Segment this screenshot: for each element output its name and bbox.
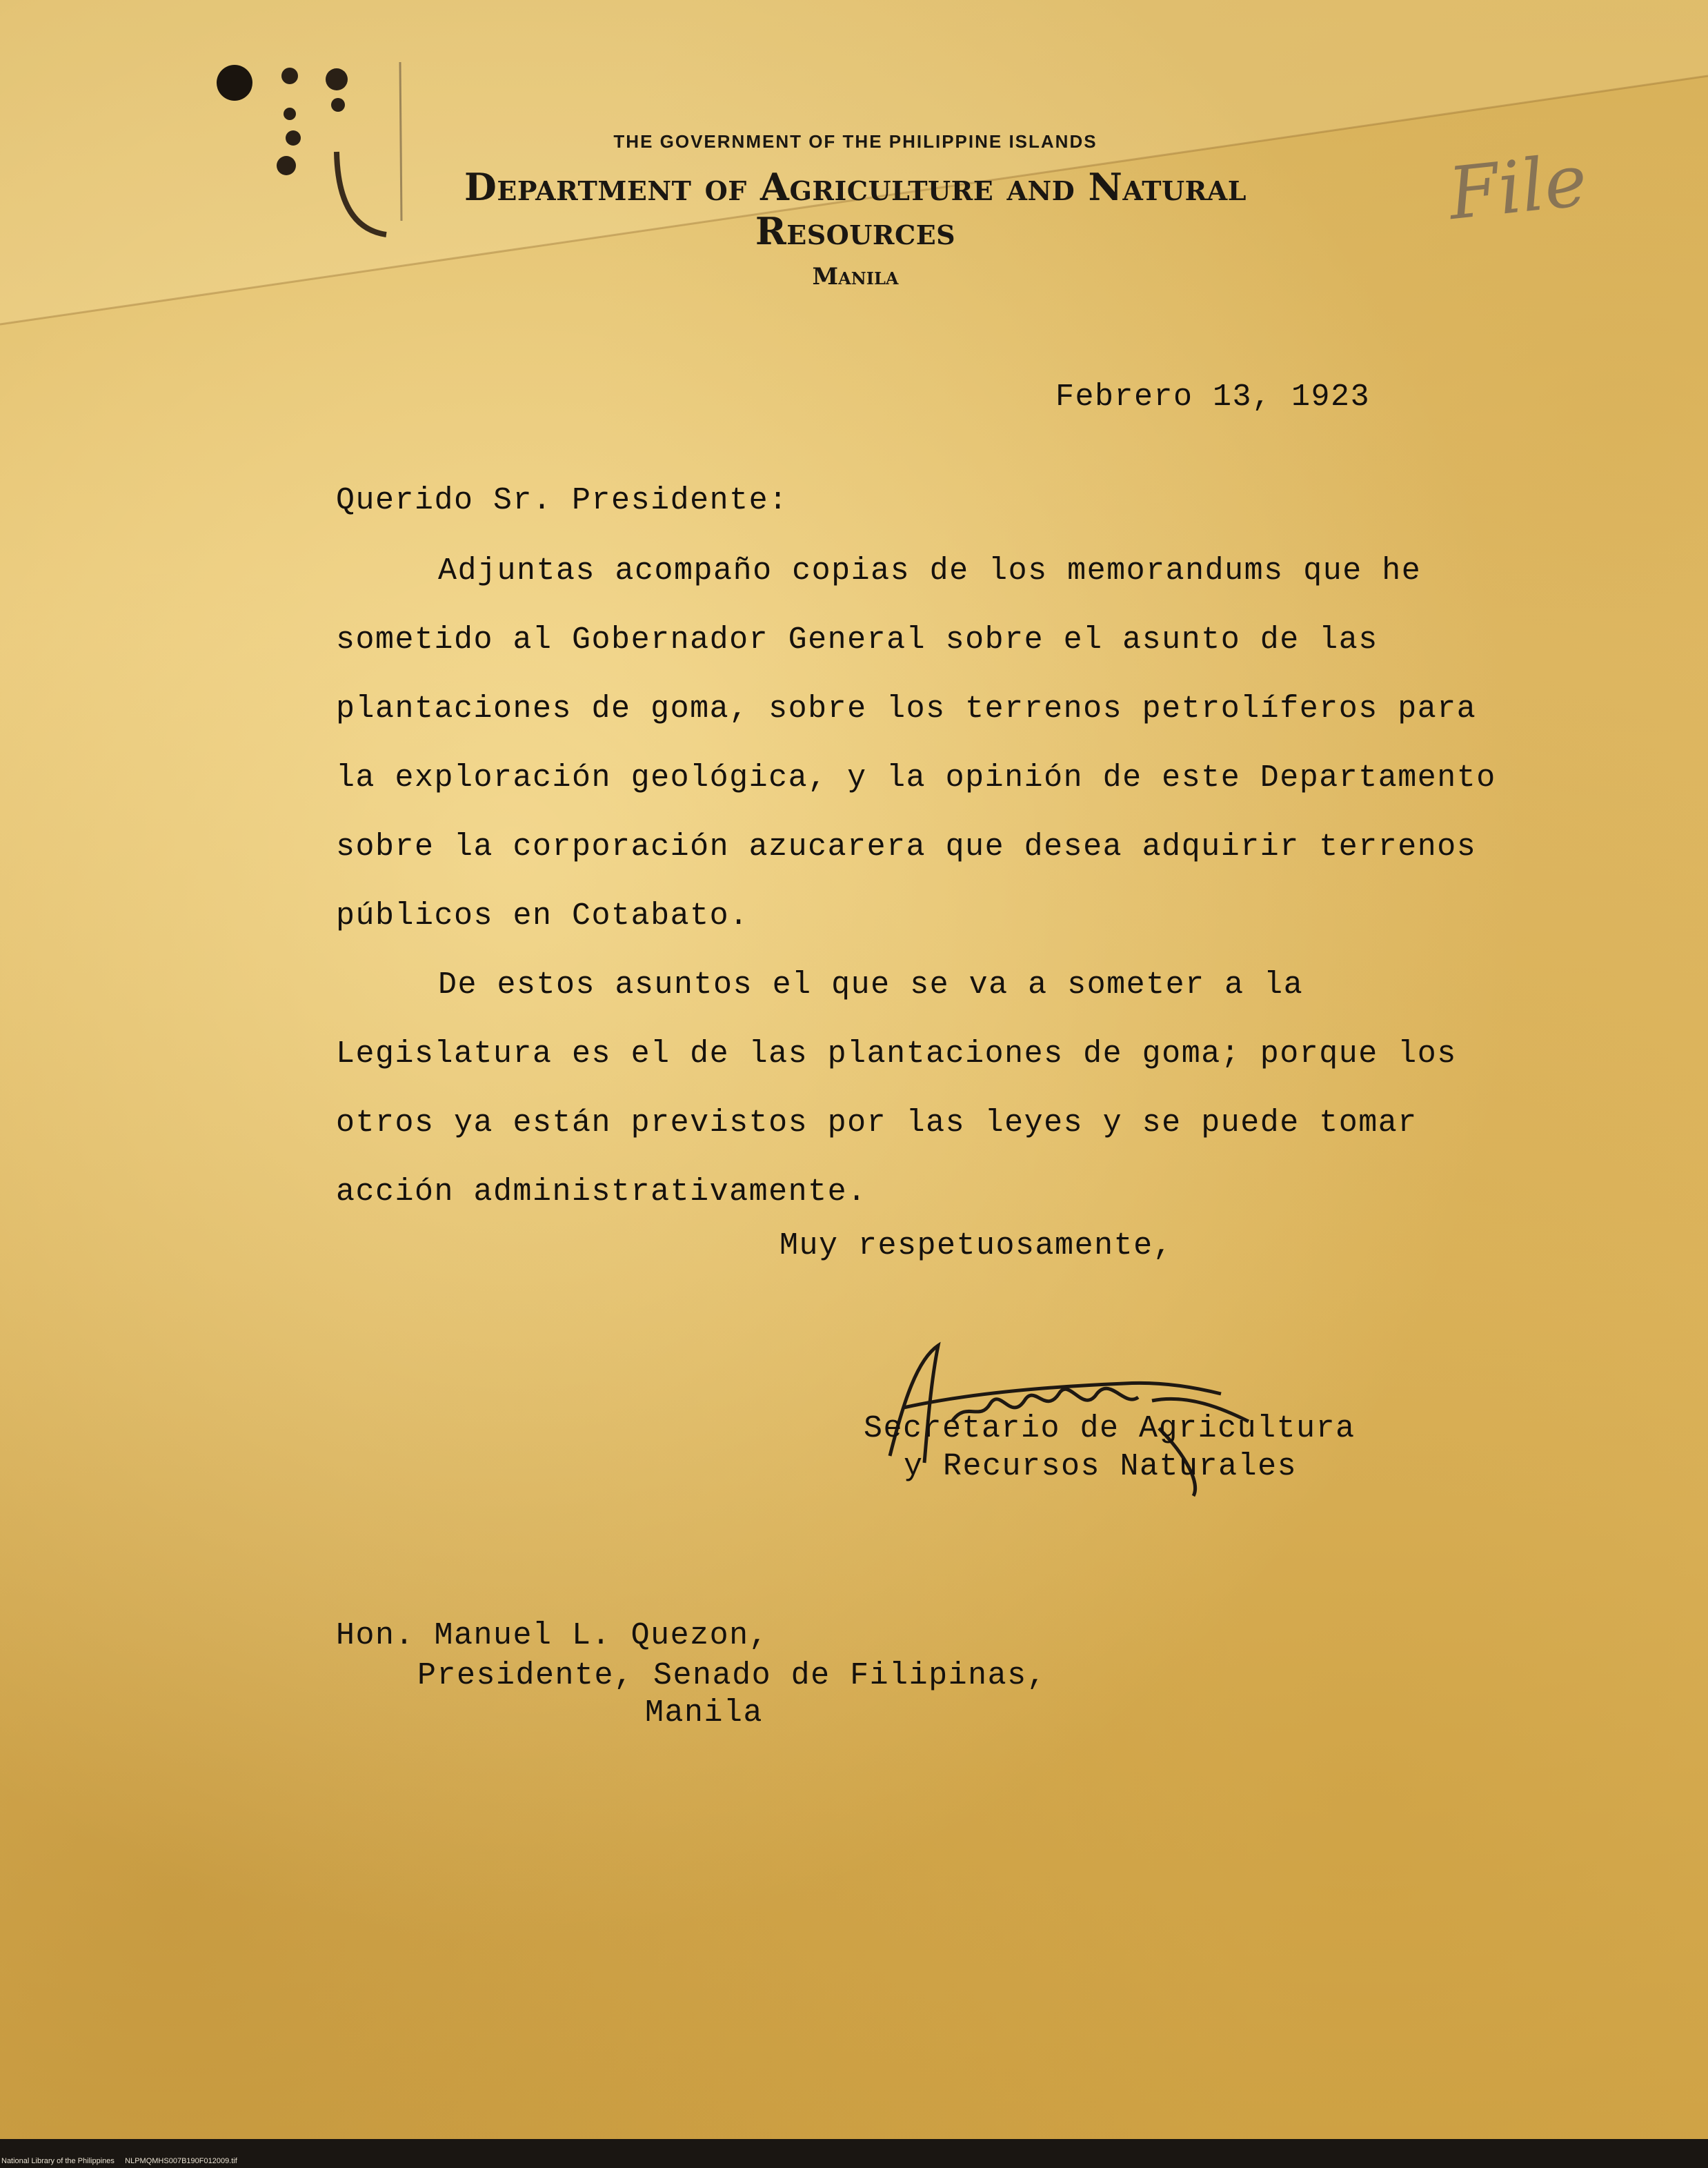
letter-date: Febrero 13, 1923 [1055, 380, 1371, 415]
letterhead [386, 131, 1324, 290]
body-paragraph-1: Adjuntas acompaño copias de los memorandums que he sometido al Gobernador General sobre el asunto de las plantaciones de goma, sobre los terrenos petrolíferos para la exploración geológica, y la opinión de este Departamento sobre la corporación azucarera que desea adquirir terrenos públicos en Cotabato. [336, 553, 1496, 934]
addressee-name: Hon. Manuel L. Quezon, [336, 1618, 769, 1653]
handwritten-file-note: File [1444, 137, 1591, 237]
addressee-position: Presidente, Senado de Filipinas, [417, 1658, 1047, 1693]
salutation: Querido Sr. Presidente: [336, 483, 788, 518]
closing: Muy respetuosamente, [779, 1228, 1173, 1263]
government-heading: THE GOVERNMENT OF THE PHILIPPINE ISLANDS [613, 131, 1098, 152]
department-name: Department of Agriculture and Natural Resources [464, 165, 1247, 253]
body-paragraph-2: De estos asuntos el que se va a someter a la Legislatura es el de las plantaciones de goma; porque los otros ya están previstos por las leyes y se puede tomar acción administrativamente. [336, 967, 1457, 1210]
signer-title-line-1: Secretario de Agricultura [864, 1411, 1356, 1446]
addressee-city: Manila [645, 1695, 764, 1731]
archive-footer: National Library of the Philippines NLPMQMHS007B190F012009.tif [1, 2157, 237, 2165]
signer-title-line-2: y Recursos Naturales [904, 1449, 1298, 1484]
ink-blot-marks [207, 48, 414, 269]
letterhead-city: Manila [812, 263, 899, 290]
